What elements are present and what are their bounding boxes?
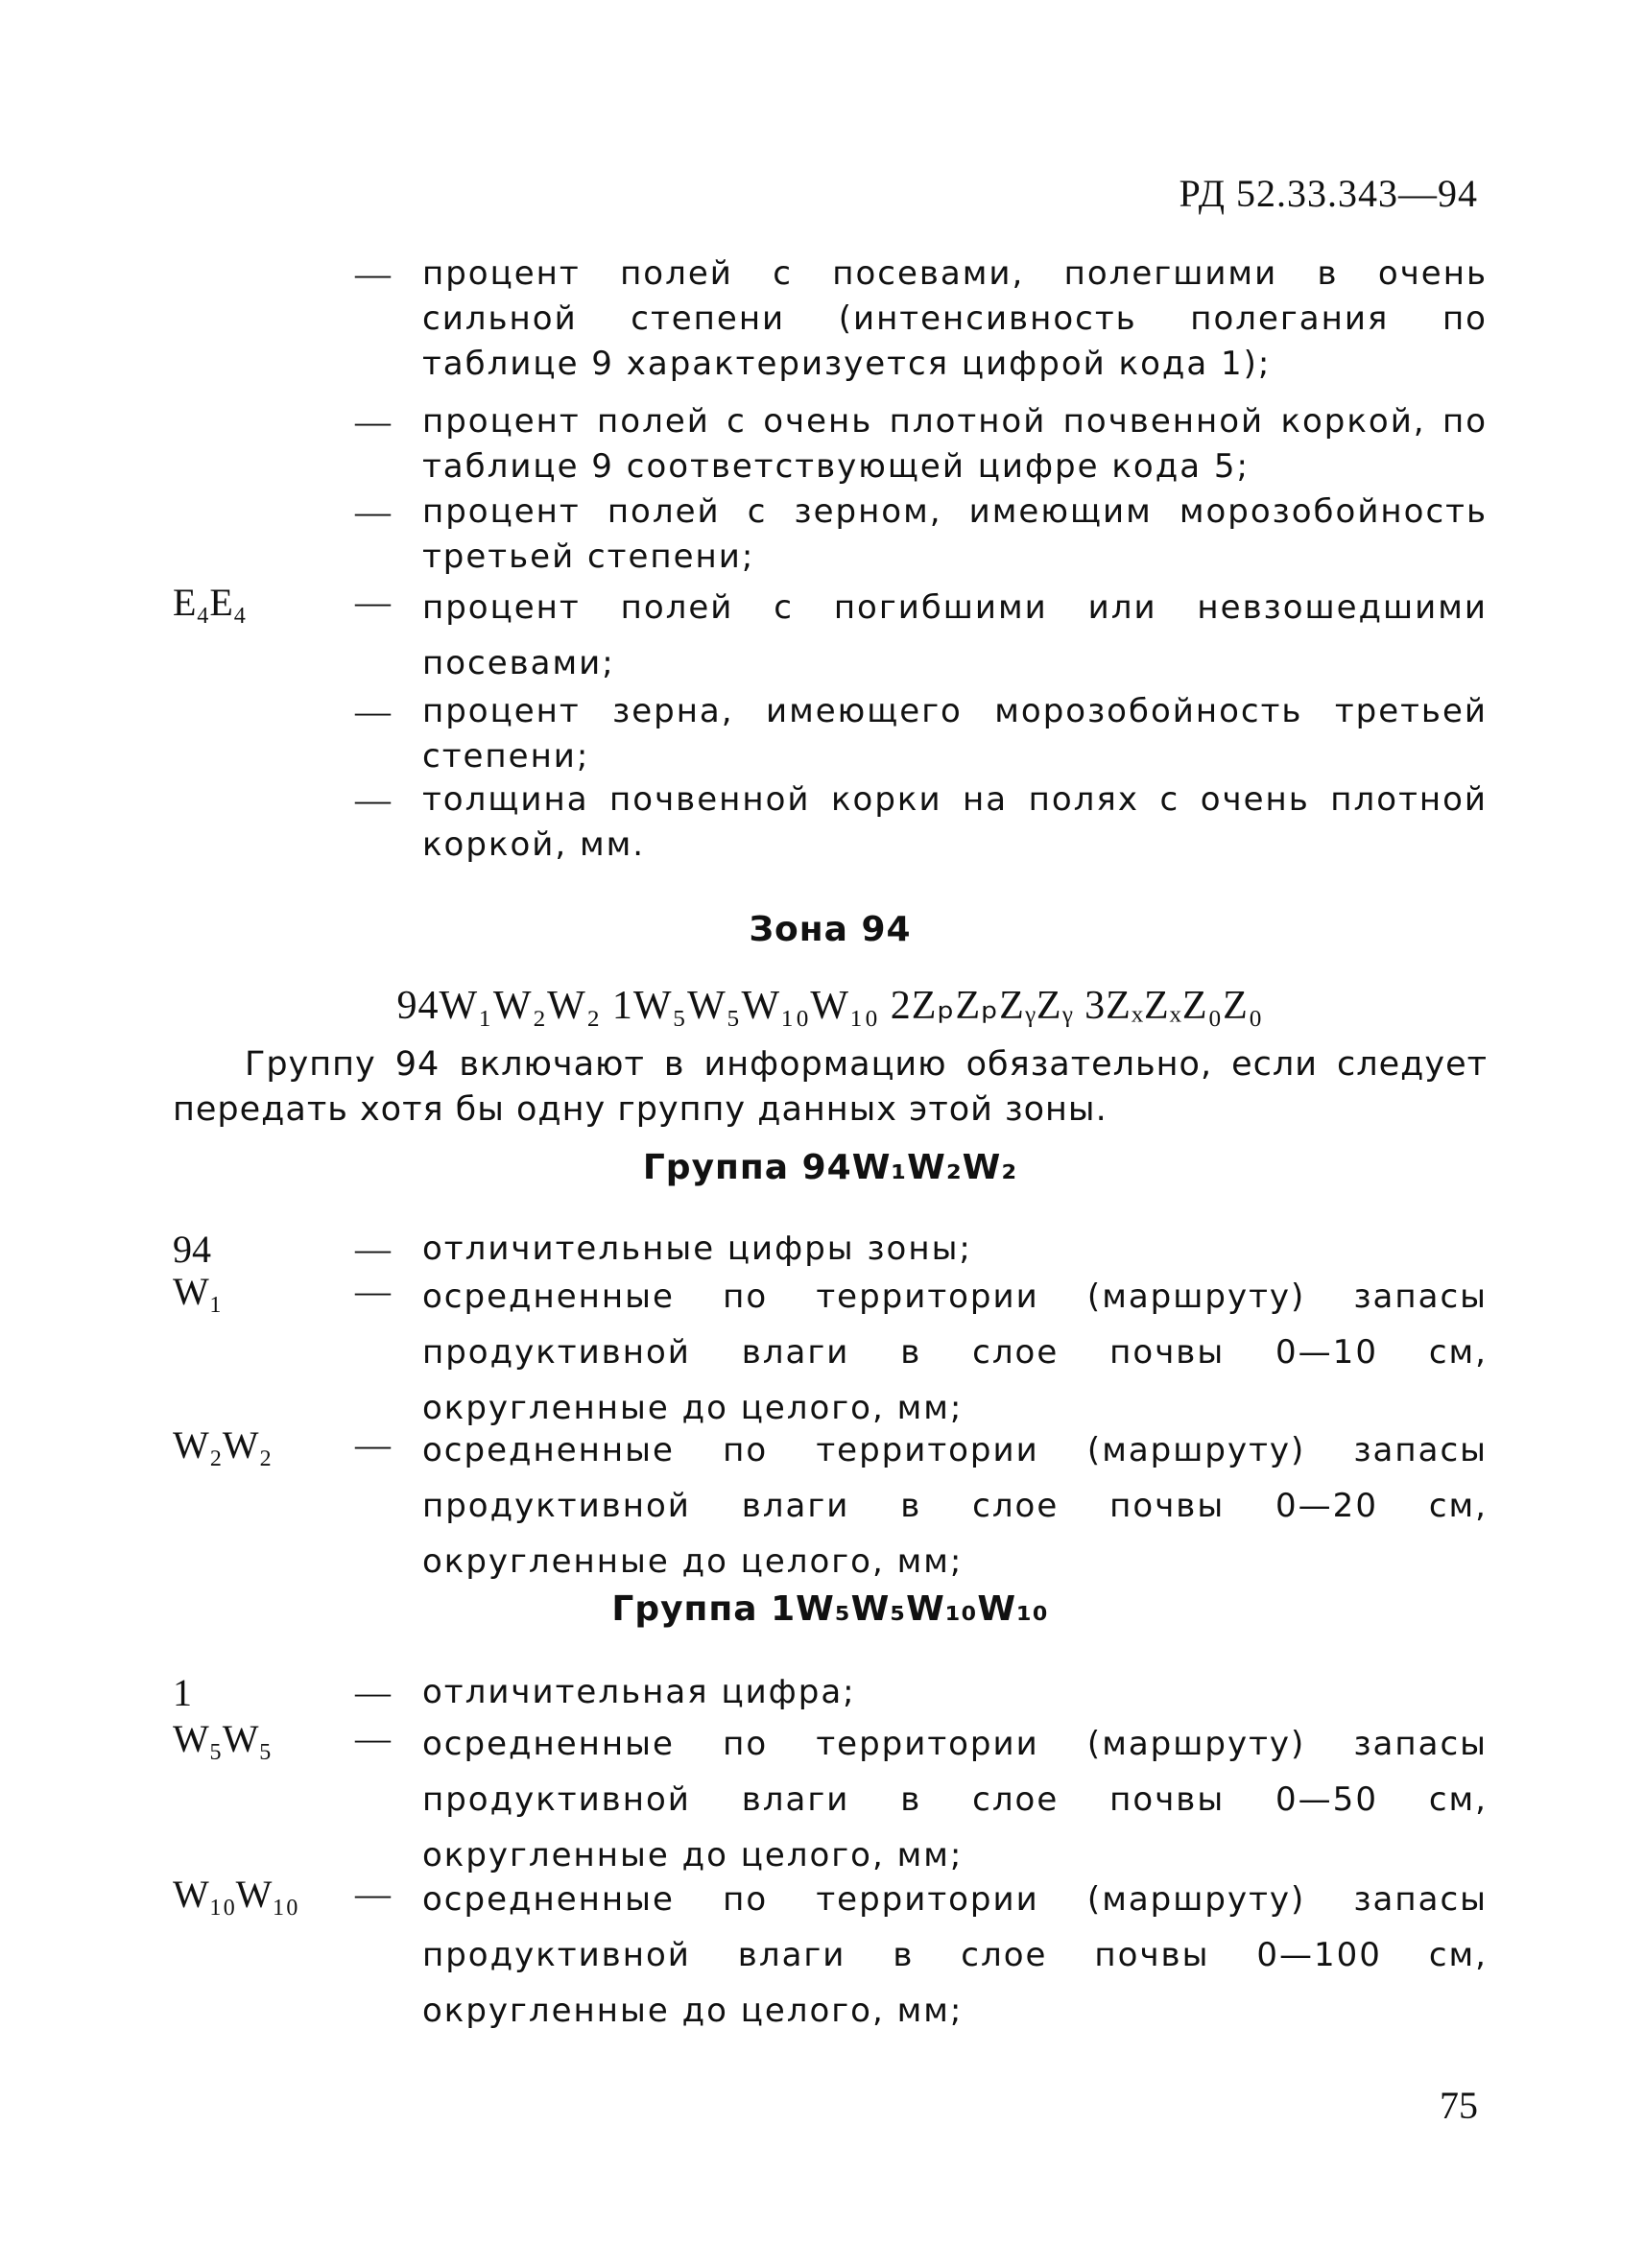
- list-item: [173, 1269, 1497, 1427]
- document-code-header: РД 52.33.343—94: [1179, 172, 1478, 215]
- entry-dash: —: [355, 780, 391, 820]
- entry-symbol: W₅W₅: [173, 1717, 273, 1760]
- entry-dash: —: [355, 583, 391, 622]
- entry-description: отличительные цифры зоны;: [422, 1229, 972, 1268]
- list-item: [173, 777, 1497, 873]
- entry-description: осредненные по территории (маршруту) запасы продуктивной влаги в слое почвы 0—50 см, округленные до целого, мм;: [422, 1725, 1488, 1874]
- list-item: [173, 1422, 1497, 1581]
- zone-formula: 94W₁W₂W₂ 1W₅W₅W₁₀W₁₀ 2ZₚZₚZᵧZᵧ 3ZₓZₓZ₀Z₀: [396, 984, 1264, 1028]
- entry-description: процент полей с зерном, имеющим морозобойность третьей степени;: [422, 492, 1488, 576]
- entry-dash: —: [355, 1425, 391, 1465]
- entry-symbol: W₂W₂: [173, 1423, 273, 1467]
- entry-description: осредненные по территории (маршруту) запасы продуктивной влаги в слое почвы 0—20 см, округленные до целого, мм;: [422, 1431, 1488, 1581]
- entry-symbol: W₁₀W₁₀: [173, 1873, 299, 1916]
- zone-paragraph: Группу 94 включают в информацию обязательно, если следует передать хотя бы одну группу данных этой зоны.: [173, 1045, 1488, 1129]
- entry-dash: —: [355, 1272, 391, 1311]
- entry-dash: —: [355, 402, 391, 442]
- list-item: [173, 1227, 1497, 1275]
- list-item: [173, 251, 1497, 395]
- entry-description: толщина почвенной корки на полях с очень плотной коркой, мм.: [422, 780, 1488, 864]
- entry-dash: —: [355, 492, 391, 532]
- entry-description: процент полей с посевами, полегшими в очень сильной степени (интенсивность полегания по таблице 9 характеризуется цифрой кода 1);: [422, 254, 1488, 383]
- entry-dash: —: [355, 1673, 391, 1712]
- group-title: Группа 1W₅W₅W₁₀W₁₀: [611, 1589, 1049, 1629]
- entry-description: осредненные по территории (маршруту) запасы продуктивной влаги в слое почвы 0—10 см, округленные до целого, мм;: [422, 1277, 1488, 1427]
- entry-dash: —: [355, 254, 391, 294]
- entry-dash: —: [355, 1719, 391, 1758]
- entry-description: процент полей с очень плотной почвенной коркой, по таблице 9 соответствующей цифре кода 5;: [422, 402, 1488, 486]
- entry-symbol: 94: [173, 1228, 211, 1271]
- list-item: [173, 489, 1497, 585]
- list-item: [173, 1872, 1497, 2030]
- list-item: [173, 399, 1497, 495]
- list-item: [173, 689, 1497, 785]
- page-number: 75: [1440, 2084, 1478, 2127]
- entry-description: осредненные по территории (маршруту) запасы продуктивной влаги в слое почвы 0—100 см, округленные до целого, мм;: [422, 1880, 1488, 2030]
- zone-title: Зона 94: [749, 910, 912, 949]
- entry-description: процент полей с погибшими или невзошедшими посевами;: [422, 588, 1488, 682]
- entry-description: отличительная цифра;: [422, 1673, 856, 1711]
- group-title: Группа 94W₁W₂W₂: [642, 1148, 1018, 1187]
- entry-dash: —: [355, 1874, 391, 1914]
- entry-dash: —: [355, 1229, 391, 1269]
- entry-description: процент зерна, имеющего морозобойность третьей степени;: [422, 692, 1488, 776]
- list-item: [173, 580, 1497, 695]
- entry-symbol: 1: [173, 1671, 192, 1714]
- list-item: [173, 1670, 1497, 1718]
- entry-symbol: W₁: [173, 1270, 223, 1313]
- entry-symbol: E₄E₄: [173, 581, 247, 624]
- list-item: [173, 1716, 1497, 1874]
- entry-dash: —: [355, 692, 391, 731]
